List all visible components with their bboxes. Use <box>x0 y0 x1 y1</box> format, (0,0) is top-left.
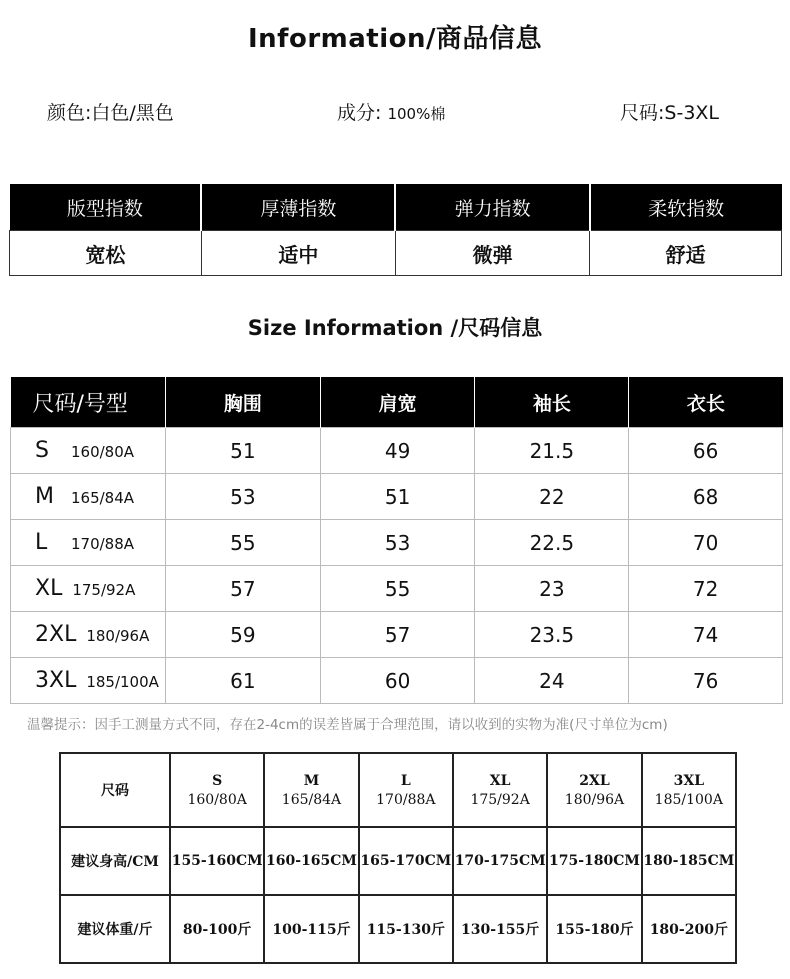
shoulder-value: 57 <box>320 612 475 658</box>
index-header: 柔软指数 <box>590 184 782 231</box>
size-spec: 160/80A <box>71 443 135 461</box>
table-row <box>11 520 783 566</box>
index-header: 版型指数 <box>10 184 202 231</box>
size-code: XL <box>35 576 63 601</box>
table-row <box>11 566 783 612</box>
size-cell <box>11 658 166 704</box>
recommend-size-header <box>642 753 736 827</box>
recommend-size-header <box>453 753 547 827</box>
sleeve-value: 23 <box>475 566 629 612</box>
recommend-weight: 130-155斤 <box>453 895 547 963</box>
recommend-size-header <box>359 753 453 827</box>
index-value: 宽松 <box>10 231 202 276</box>
sleeve-value: 22.5 <box>475 520 629 566</box>
recommend-size-spec: 170/88A <box>376 791 436 808</box>
chest-header: 胸围 <box>165 377 320 428</box>
shoulder-value: 49 <box>320 428 475 474</box>
size-spec: 165/84A <box>71 489 135 507</box>
index-header: 厚薄指数 <box>201 184 395 231</box>
recommend-size-spec: 175/92A <box>470 791 530 808</box>
table-row <box>11 658 783 704</box>
size-section-title: Size Information /尺码信息 <box>247 316 543 340</box>
index-value: 舒适 <box>590 231 782 276</box>
material-value: 100%棉 <box>387 105 446 123</box>
sleeve-value: 22 <box>475 474 629 520</box>
size-cell <box>11 428 166 474</box>
size-spec: 170/88A <box>71 535 135 553</box>
shoulder-value: 51 <box>320 474 475 520</box>
page-title: Information/商品信息 <box>247 24 543 54</box>
recommend-size-header <box>170 753 264 827</box>
table-row <box>11 428 783 474</box>
color-value: 白色/黑色 <box>91 102 174 124</box>
recommend-corner: 尺码 <box>60 753 170 827</box>
size-code: S <box>35 438 49 463</box>
size-cell <box>11 474 166 520</box>
size-cell <box>11 612 166 658</box>
sleeve-header: 袖长 <box>475 377 629 428</box>
material-label: 成分: <box>337 102 382 124</box>
size-range-value: S-3XL <box>664 102 720 124</box>
index-value: 适中 <box>201 231 395 276</box>
recommend-height: 155-160CM <box>170 827 264 895</box>
recommend-height: 160-165CM <box>264 827 358 895</box>
chest-value: 55 <box>165 520 320 566</box>
shoulder-value: 60 <box>320 658 475 704</box>
recommend-weight: 180-200斤 <box>642 895 736 963</box>
sleeve-value: 21.5 <box>475 428 629 474</box>
recommend-weight: 155-180斤 <box>547 895 641 963</box>
size-code: M <box>35 484 54 509</box>
shoulder-header: 肩宽 <box>320 377 475 428</box>
recommend-height: 180-185CM <box>642 827 736 895</box>
sleeve-value: 23.5 <box>475 612 629 658</box>
chest-value: 59 <box>165 612 320 658</box>
shoulder-value: 55 <box>320 566 475 612</box>
chest-value: 61 <box>165 658 320 704</box>
recommend-size-code: S <box>212 772 223 789</box>
recommend-height: 175-180CM <box>547 827 641 895</box>
recommend-size-code: 3XL <box>673 772 705 789</box>
recommend-size-header <box>264 753 358 827</box>
index-header: 弹力指数 <box>395 184 589 231</box>
recommend-size-spec: 185/100A <box>654 791 723 808</box>
recommend-size-code: M <box>303 772 320 789</box>
size-code: L <box>35 530 48 555</box>
size-range-info <box>620 98 719 125</box>
color-info <box>47 98 174 125</box>
recommend-weight: 100-115斤 <box>264 895 358 963</box>
recommend-size-code: 2XL <box>579 772 610 789</box>
recommend-size-header <box>547 753 641 827</box>
length-value: 72 <box>629 566 783 612</box>
length-value: 70 <box>629 520 783 566</box>
recommend-height: 165-170CM <box>359 827 453 895</box>
index-value: 微弹 <box>395 231 589 276</box>
measurement-note: 温馨提示：因手工测量方式不同，存在2-4cm的误差皆属于合理范围，请以收到的实物为准(尺寸单位为cm) <box>27 717 668 733</box>
size-code: 2XL <box>35 622 77 647</box>
size-code: 3XL <box>35 668 77 693</box>
chest-value: 51 <box>165 428 320 474</box>
shoulder-value: 53 <box>320 520 475 566</box>
table-row <box>11 474 783 520</box>
sleeve-value: 24 <box>475 658 629 704</box>
recommend-size-code: XL <box>489 772 511 789</box>
recommend-size-code: L <box>400 772 411 789</box>
length-value: 66 <box>629 428 783 474</box>
size-table <box>10 377 783 704</box>
chest-value: 57 <box>165 566 320 612</box>
height-label: 建议身高/CM <box>60 827 170 895</box>
chest-value: 53 <box>165 474 320 520</box>
recommend-size-spec: 180/96A <box>564 791 625 808</box>
recommend-weight: 115-130斤 <box>359 895 453 963</box>
size-spec: 185/100A <box>86 673 159 691</box>
color-label: 颜色: <box>47 102 92 124</box>
recommend-weight: 80-100斤 <box>170 895 264 963</box>
recommend-table <box>59 752 737 964</box>
length-header: 衣长 <box>629 377 783 428</box>
size-spec: 175/92A <box>72 581 136 599</box>
size-cell <box>11 566 166 612</box>
recommend-size-spec: 160/80A <box>187 791 247 808</box>
length-value: 68 <box>629 474 783 520</box>
size-range-label: 尺码: <box>620 102 665 124</box>
size-header: 尺码/号型 <box>11 377 166 428</box>
material-info <box>337 98 445 125</box>
index-table <box>9 184 782 276</box>
length-value: 74 <box>629 612 783 658</box>
recommend-size-spec: 165/84A <box>281 791 342 808</box>
weight-label: 建议体重/斤 <box>60 895 170 963</box>
recommend-height: 170-175CM <box>453 827 547 895</box>
length-value: 76 <box>629 658 783 704</box>
table-row <box>11 612 783 658</box>
size-spec: 180/96A <box>86 627 150 645</box>
size-cell <box>11 520 166 566</box>
